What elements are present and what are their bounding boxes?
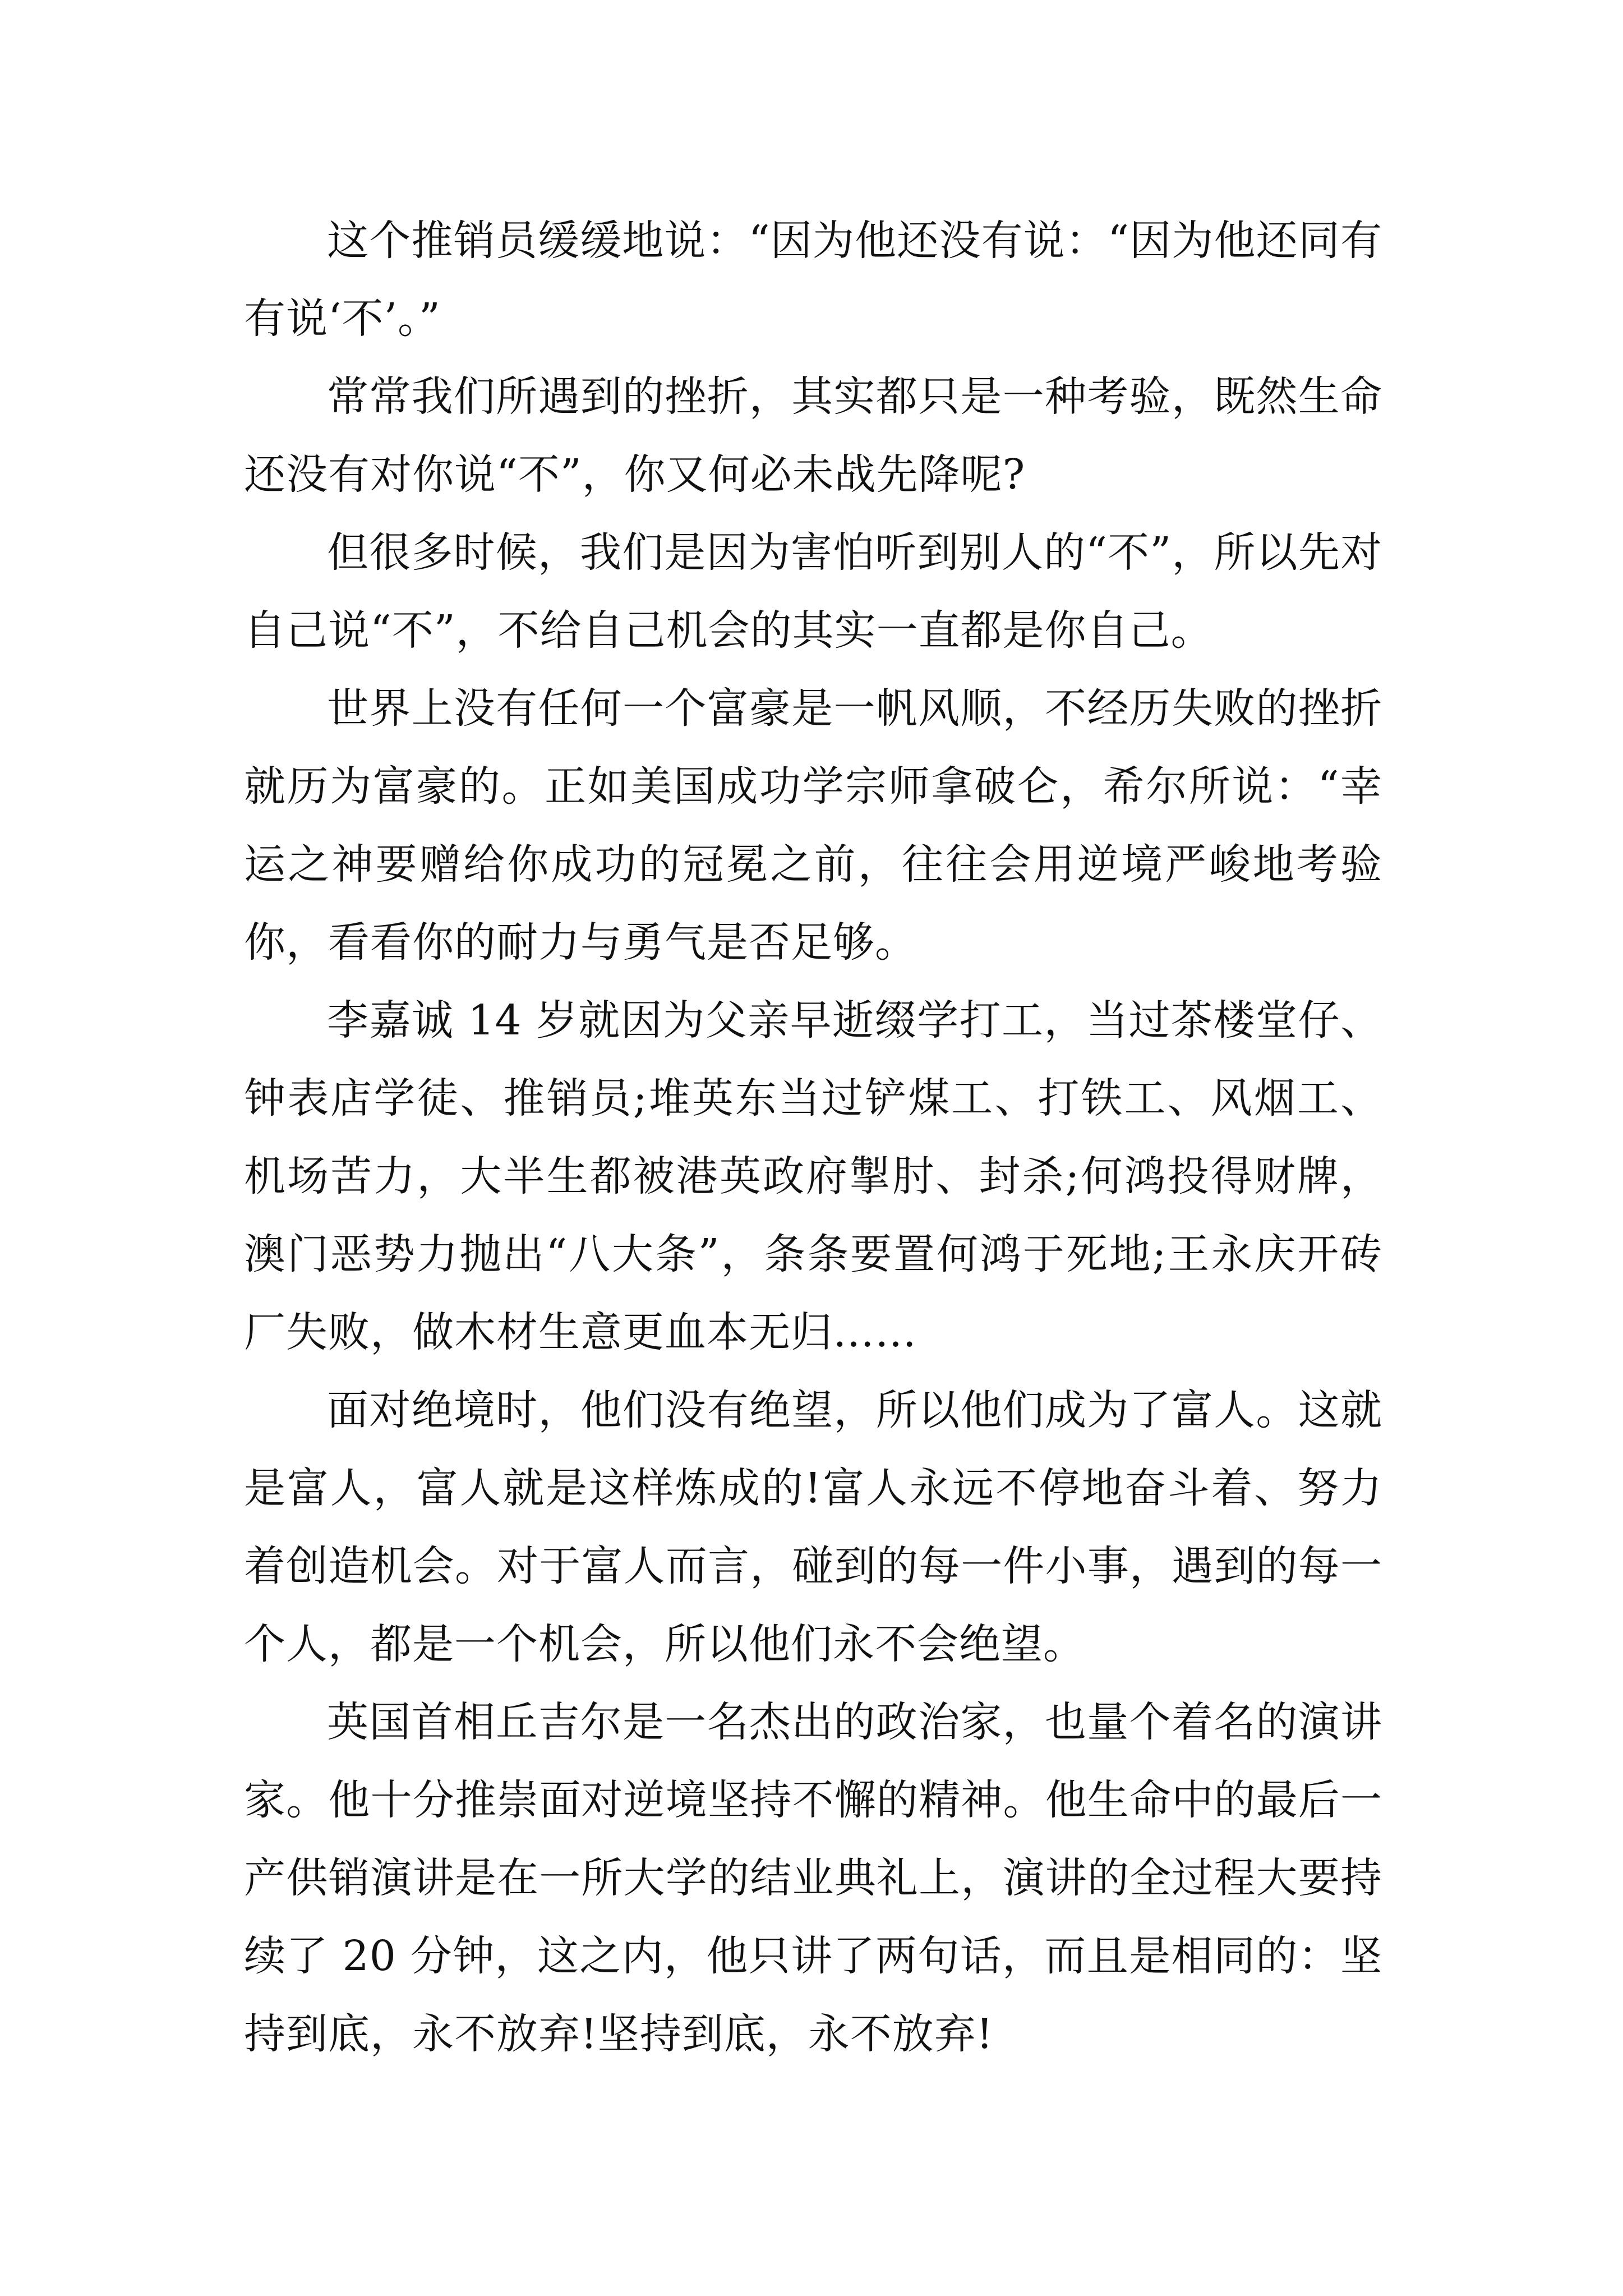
paragraph-1: 这个推销员缓缓地说：“因为他还没有说：“因为他还同有有说‘不’。”: [244, 217, 1382, 343]
paragraph-5: 李嘉诚 14 岁就因为父亲早逝缀学打工，当过茶楼堂仔、钟表店学徒、推销员;堆英东当过铲煤工、打铁工、风烟工、机场苦力，大半生都被港英政府掣肘、封杀;何鸿投得财牌，澳门恶势力抛出“八大条”，条条要置何鸿于死地;王永庆开砖厂失败，做木材生意更血本无归……: [244, 996, 1382, 1356]
paragraph-4: 世界上没有任何一个富豪是一帆风顺，不经历失败的挫折就历为富豪的。正如美国成功学宗师拿破仑，希尔所说：“幸运之神要赠给你成功的冠冕之前，往往会用逆境严峻地考验你，看看你的耐力与勇气是否足够。: [244, 684, 1382, 967]
paragraph-6: 面对绝境时，他们没有绝望，所以他们成为了富人。这就是富人，富人就是这样炼成的!富人永远不停地奋斗着、努力着创造机会。对于富人而言，碰到的每一件小事，遇到的每一个人，都是一个机会，所以他们永不会绝望。: [244, 1386, 1382, 1668]
document-body: [244, 202, 1382, 2073]
paragraph-7: 英国首相丘吉尔是一名杰出的政治家，也量个着名的演讲家。他十分推崇面对逆境坚持不懈的精神。他生命中的最后一产供销演讲是在一所大学的结业典礼上，演讲的全过程大要持续了 20 分钟，这之内，他只讲了两句话，而且是相同的：坚持到底，永不放弃!坚持到底，永不放弃!: [244, 1698, 1382, 2058]
paragraph-3: 但很多时候，我们是因为害怕听到别人的“不”，所以先对自己说“不”，不给自己机会的其实一直都是你自己。: [244, 528, 1382, 655]
paragraph-2: 常常我们所遇到的挫折，其实都只是一种考验，既然生命还没有对你说“不”，你又何必未战先降呢?: [244, 372, 1382, 499]
